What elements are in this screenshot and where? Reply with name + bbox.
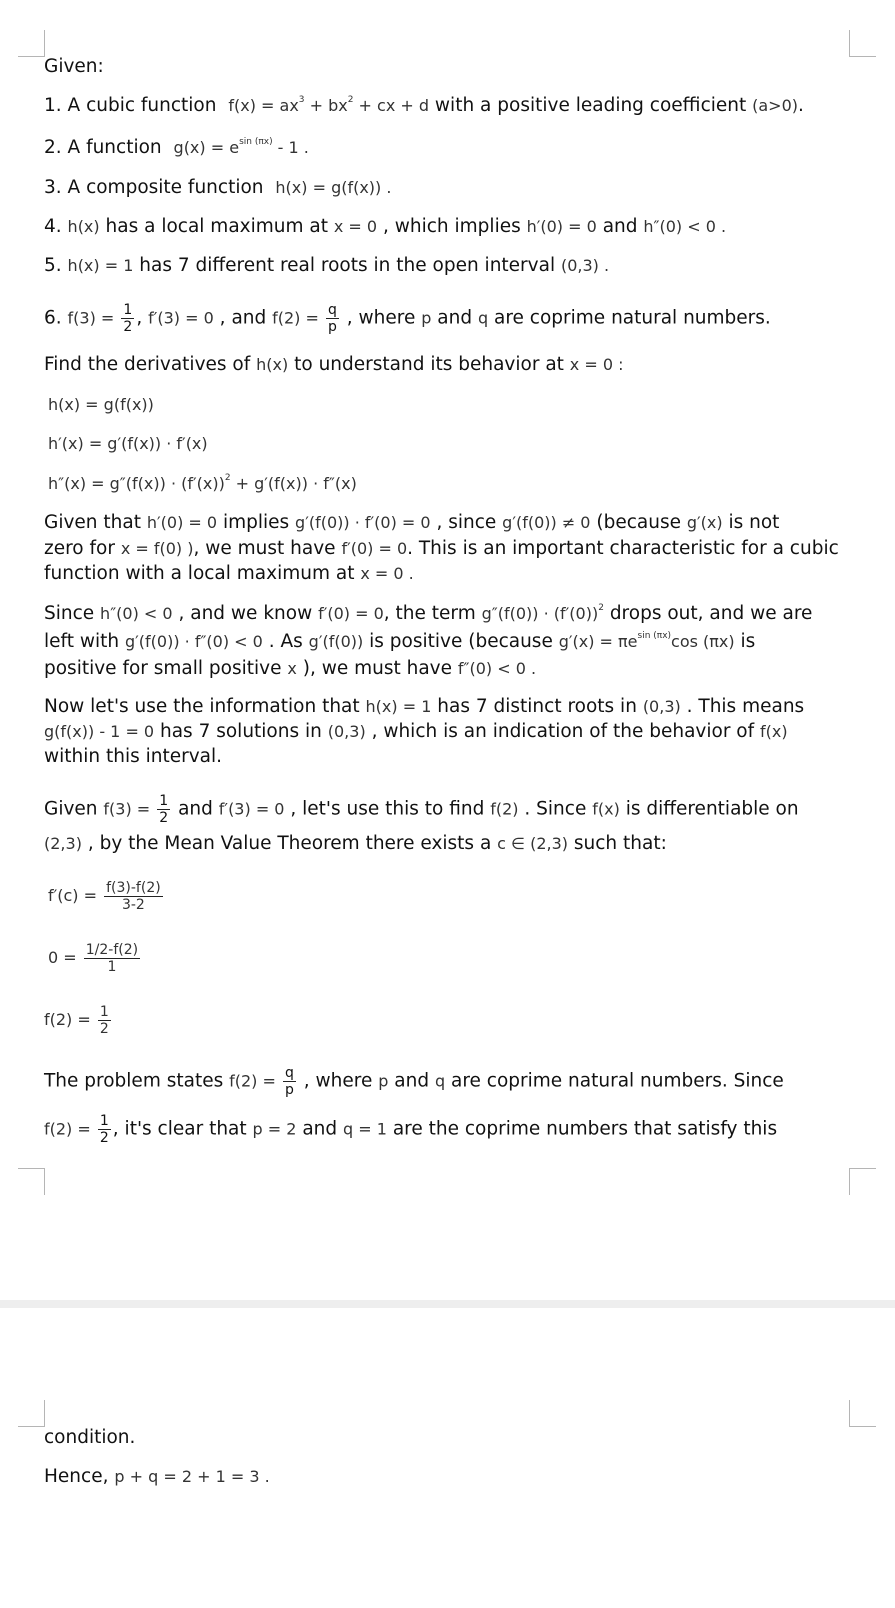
- fraction: $\frac{1}{2}$: [159, 793, 169, 826]
- text-line: (2,3) , by the Mean Value Theorem there exists a c ∈ (2,3) such that:: [44, 833, 667, 854]
- page-corner-mark: [18, 30, 45, 57]
- page-corner-mark: [849, 1400, 876, 1427]
- text-line: Hence, p + q = 2 + 1 = 3 .: [44, 1466, 270, 1487]
- equation: f(2) = $\frac{1}{2}$: [44, 1004, 109, 1037]
- page-corner-mark: [849, 1168, 876, 1195]
- equation: 0 = $\frac{1/2-f(2)}{1}$: [48, 942, 139, 975]
- document-page-2: [0, 1308, 895, 1608]
- text-line: The problem states f(2) = $\frac{q}{p}$ , where p and q are coprime natural numbers. Since: [44, 1065, 784, 1098]
- fraction: $\frac{f(3)-f(2)}{3-2}$: [106, 880, 161, 913]
- fraction: $\frac{1}{2}$: [99, 1004, 109, 1037]
- page-separator: [0, 1300, 895, 1308]
- text-line: 1. A cubic function $f(x) = ax^3 + bx^2$ + cx + d with a positive leading coefficient (a>0).: [44, 95, 804, 116]
- text-line: left with g′(f(0)) · f″(0) < 0 . As g′(f(0)) is positive (because $g'(x) = \pi e^{sin (\pi x)}\cos$ (πx) is: [44, 631, 756, 652]
- text-line: function with a local maximum at x = 0 .: [44, 563, 414, 584]
- text-line: positive for small positive x ), we must have f″(0) < 0 .: [44, 658, 537, 679]
- equation: $h''(x) = g''(f(x)) \cdot (f'(x))^2 + g'(f(x)) \cdot f''(x)$: [48, 473, 357, 493]
- text-line: Given f(3) = $\frac{1}{2}$ and f′(3) = 0 , let's use this to find f(2) . Since f(x) is differentiable on: [44, 793, 799, 826]
- fraction: $\frac{1}{2}$: [123, 302, 133, 335]
- text-line: Given that h′(0) = 0 implies g′(f(0)) · f′(0) = 0 , since g′(f(0)) ≠ 0 (because g′(x) is not: [44, 512, 780, 533]
- equation: h(x) = g(f(x)): [48, 395, 154, 414]
- equation: f′(c) = $\frac{f(3)-f(2)}{3-2}$: [48, 880, 161, 913]
- equation: h′(x) = g′(f(x)) · f′(x): [48, 434, 208, 453]
- text-line: within this interval.: [44, 746, 223, 767]
- text-line: Since h″(0) < 0 , and we know f′(0) = 0, the term $g''(f(0)) \cdot (f'(0))^2$ drops out, and we are: [44, 603, 813, 624]
- fraction: $\frac{1}{2}$: [99, 1113, 109, 1146]
- text-line: 6. f(3) = $\frac{1}{2}$ , f′(3) = 0 , and f(2) = $\frac{q}{p}$ , where p and q are coprime natural numbers.: [44, 302, 771, 335]
- text-line: 2. A function $g(x) = e^{sin (\pi x)} - 1$ .: [44, 137, 309, 158]
- text-line: Now let's use the information that h(x) = 1 has 7 distinct roots in (0,3) . This means: [44, 696, 805, 717]
- text-line: Given:: [44, 56, 104, 77]
- text-line: Find the derivatives of h(x) to understand its behavior at x = 0 :: [44, 354, 624, 375]
- text-line: f(2) = $\frac{1}{2}$ , it's clear that p = 2 and q = 1 are the coprime numbers that satisfy this: [44, 1113, 778, 1146]
- page-corner-mark: [18, 1168, 45, 1195]
- fraction: $\frac{q}{p}$: [328, 302, 337, 335]
- fraction: $\frac{q}{p}$: [284, 1065, 294, 1098]
- text-line: condition.: [44, 1427, 136, 1448]
- fraction: $\frac{1/2-f(2)}{1}$: [85, 942, 139, 975]
- text-line: zero for x = f(0) ), we must have f′(0) = 0. This is an important characteristic for a cubic: [44, 538, 839, 559]
- text-line: 4. h(x) has a local maximum at x = 0 , which implies h′(0) = 0 and h″(0) < 0 .: [44, 216, 727, 237]
- page-corner-mark: [849, 30, 876, 57]
- text-line: 3. A composite function h(x) = g(f(x)) .: [44, 177, 392, 198]
- text-line: g(f(x)) - 1 = 0 has 7 solutions in (0,3) , which is an indication of the behavior of f(x): [44, 721, 788, 742]
- text-line: 5. h(x) = 1 has 7 different real roots in the open interval (0,3) .: [44, 255, 610, 276]
- page-corner-mark: [18, 1400, 45, 1427]
